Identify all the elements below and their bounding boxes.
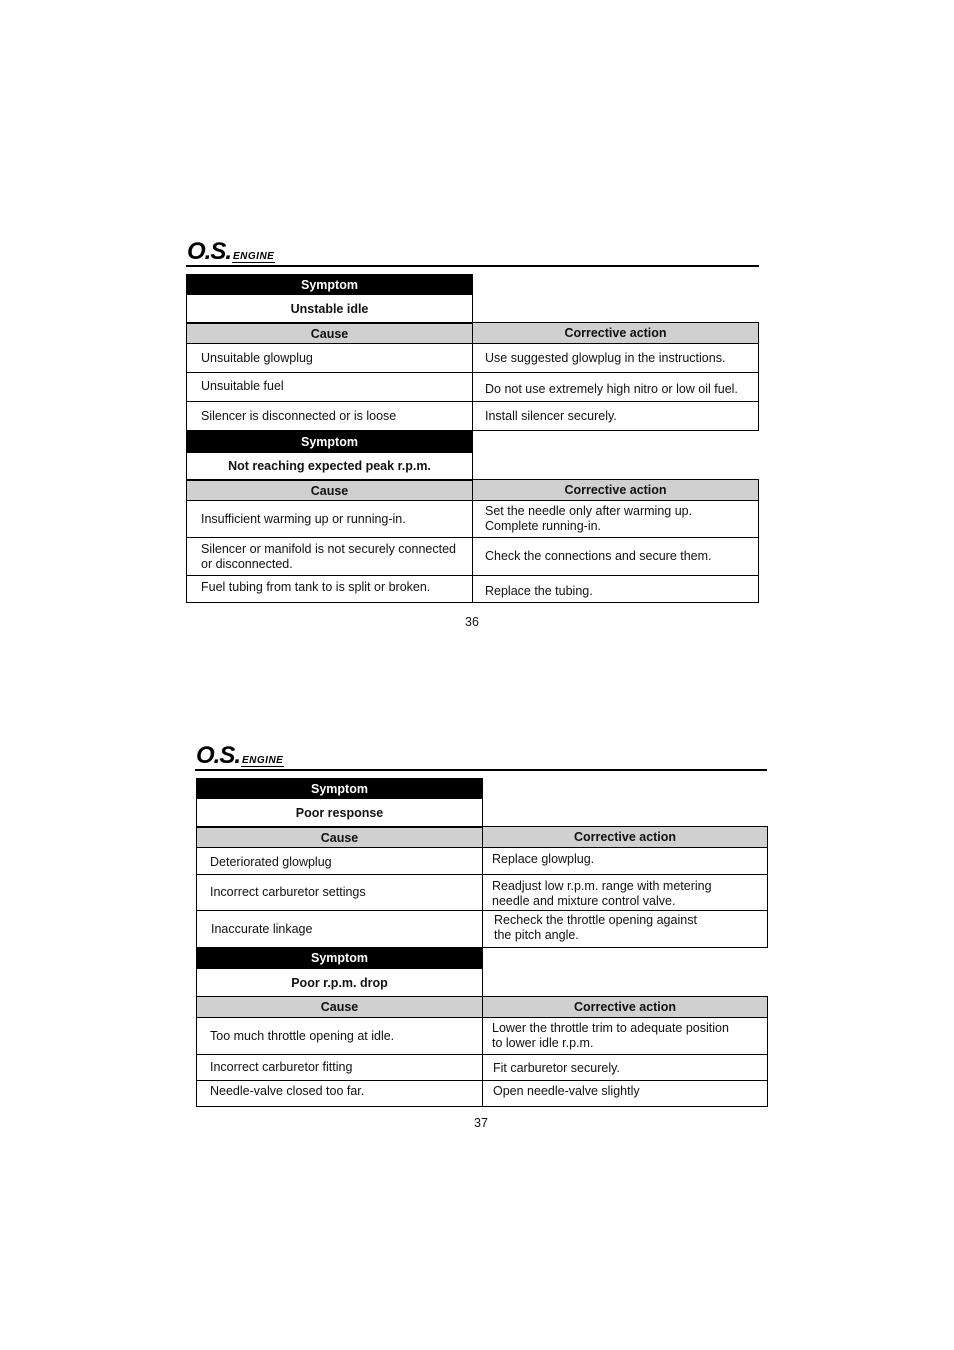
action-cell: Replace glowplug. — [482, 848, 768, 875]
header-rule — [195, 769, 767, 771]
cause-cell: Unsuitable fuel — [186, 373, 473, 402]
page-number: 36 — [465, 615, 479, 629]
page-number: 37 — [474, 1116, 488, 1130]
symptom-header: Symptom — [186, 274, 473, 295]
action-cell: Fit carburetor securely. — [482, 1055, 768, 1081]
action-cell: Replace the tubing. — [472, 576, 759, 603]
logo-sub: ENGINE — [242, 755, 284, 766]
cause-cell: Insufficient warming up or running-in. — [186, 501, 473, 538]
symptom-header: Symptom — [186, 431, 473, 453]
logo-main: O.S. — [187, 238, 232, 265]
cause-cell: Incorrect carburetor settings — [196, 875, 483, 911]
header-rule — [186, 265, 759, 267]
action-cell: Check the connections and secure them. — [472, 538, 759, 576]
cause-header: Cause — [186, 480, 473, 501]
symptom-value: Poor response — [196, 799, 483, 827]
action-cell: Do not use extremely high nitro or low oil fuel. — [472, 373, 759, 402]
action-cell: Use suggested glowplug in the instructions. — [472, 344, 759, 373]
action-cell: Lower the throttle trim to adequate position to lower idle r.p.m. — [482, 1018, 768, 1055]
action-header: Corrective action — [472, 479, 759, 501]
cause-cell: Deteriorated glowplug — [196, 848, 483, 875]
cause-cell: Too much throttle opening at idle. — [196, 1018, 483, 1055]
action-cell: Readjust low r.p.m. range with metering needle and mixture control valve. — [482, 875, 768, 911]
action-cell: Recheck the throttle opening against the pitch angle. — [482, 911, 768, 948]
cause-header: Cause — [186, 323, 473, 344]
cause-cell: Silencer is disconnected or is loose — [186, 402, 473, 431]
cause-cell: Fuel tubing from tank to is split or broken. — [186, 576, 473, 603]
cause-cell: Unsuitable glowplug — [186, 344, 473, 373]
cause-cell: Silencer or manifold is not securely connected or disconnected. — [186, 538, 473, 576]
action-header: Corrective action — [482, 826, 768, 848]
action-cell: Open needle-valve slightly — [482, 1081, 768, 1107]
cause-cell: Needle-valve closed too far. — [196, 1081, 483, 1107]
cause-header: Cause — [196, 827, 483, 848]
action-cell: Install silencer securely. — [472, 402, 759, 431]
symptom-value: Unstable idle — [186, 295, 473, 323]
symptom-value: Poor r.p.m. drop — [196, 969, 483, 997]
os-engine-logo — [196, 742, 284, 770]
action-header: Corrective action — [472, 322, 759, 344]
cause-cell: Inaccurate linkage — [196, 911, 483, 948]
cause-cell: Incorrect carburetor fitting — [196, 1055, 483, 1081]
logo-main: O.S. — [196, 742, 241, 769]
action-cell: Set the needle only after warming up. Complete running-in. — [472, 501, 759, 538]
logo-sub: ENGINE — [233, 251, 275, 262]
cause-header: Cause — [196, 996, 483, 1018]
symptom-header: Symptom — [196, 778, 483, 799]
symptom-value: Not reaching expected peak r.p.m. — [186, 453, 473, 480]
symptom-header: Symptom — [196, 947, 483, 969]
os-engine-logo — [187, 238, 275, 266]
action-header: Corrective action — [482, 996, 768, 1018]
